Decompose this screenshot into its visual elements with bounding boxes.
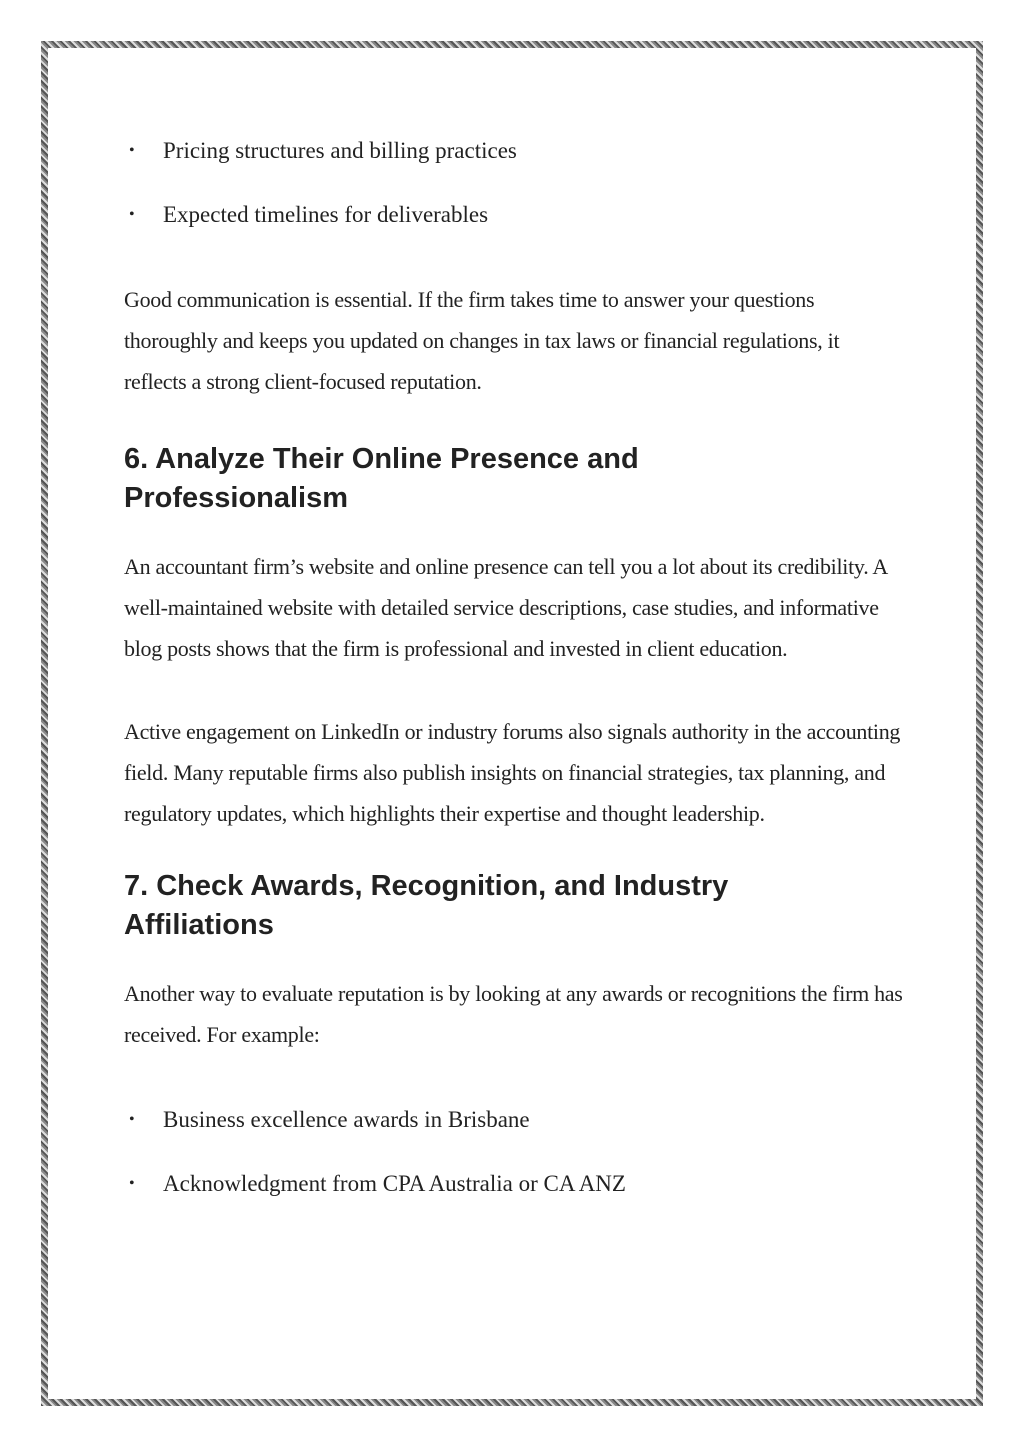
paragraph: Active engagement on LinkedIn or industry forums also signals authority in the accounting field. Many reputable firms also publish insights on financial strategies, tax planning, and regulatory updates, which highlights their expertise and thought leadership. <box>124 719 901 826</box>
bullet-icon: • <box>129 142 135 159</box>
list-item-text: Acknowledgment from CPA Australia or CA ANZ <box>163 1171 626 1196</box>
list-item-text: Expected timelines for deliverables <box>163 202 489 227</box>
list-item <box>123 1163 914 1204</box>
paragraph: An accountant firm’s website and online presence can tell you a lot about its credibility. A well-maintained website with detailed service descriptions, case studies, and informative blog posts shows that the firm is professional and invested in client education. <box>124 554 887 661</box>
list-item-text: Pricing structures and billing practices <box>163 138 517 163</box>
bullet-list <box>124 130 914 235</box>
list-item <box>123 1099 914 1140</box>
list-item-text: Business excellence awards in Brisbane <box>163 1107 530 1132</box>
paragraph: Another way to evaluate reputation is by looking at any awards or recognitions the firm has received. For example: <box>124 981 903 1047</box>
section-heading: 6. Analyze Their Online Presence and Professionalism <box>124 443 639 514</box>
bullet-icon: • <box>129 1175 135 1192</box>
bullet-icon: • <box>129 206 135 223</box>
bullet-list <box>124 1099 914 1204</box>
bullet-icon: • <box>129 1111 135 1128</box>
section-heading: 7. Check Awards, Recognition, and Industry Affiliations <box>124 870 729 941</box>
paragraph: Good communication is essential. If the firm takes time to answer your questions thoroughly and keeps you updated on changes in tax laws or financial regulations, it reflects a strong client-focused reputation. <box>124 287 840 394</box>
list-item <box>123 130 914 171</box>
list-item <box>123 194 914 235</box>
document-body <box>124 130 914 1204</box>
